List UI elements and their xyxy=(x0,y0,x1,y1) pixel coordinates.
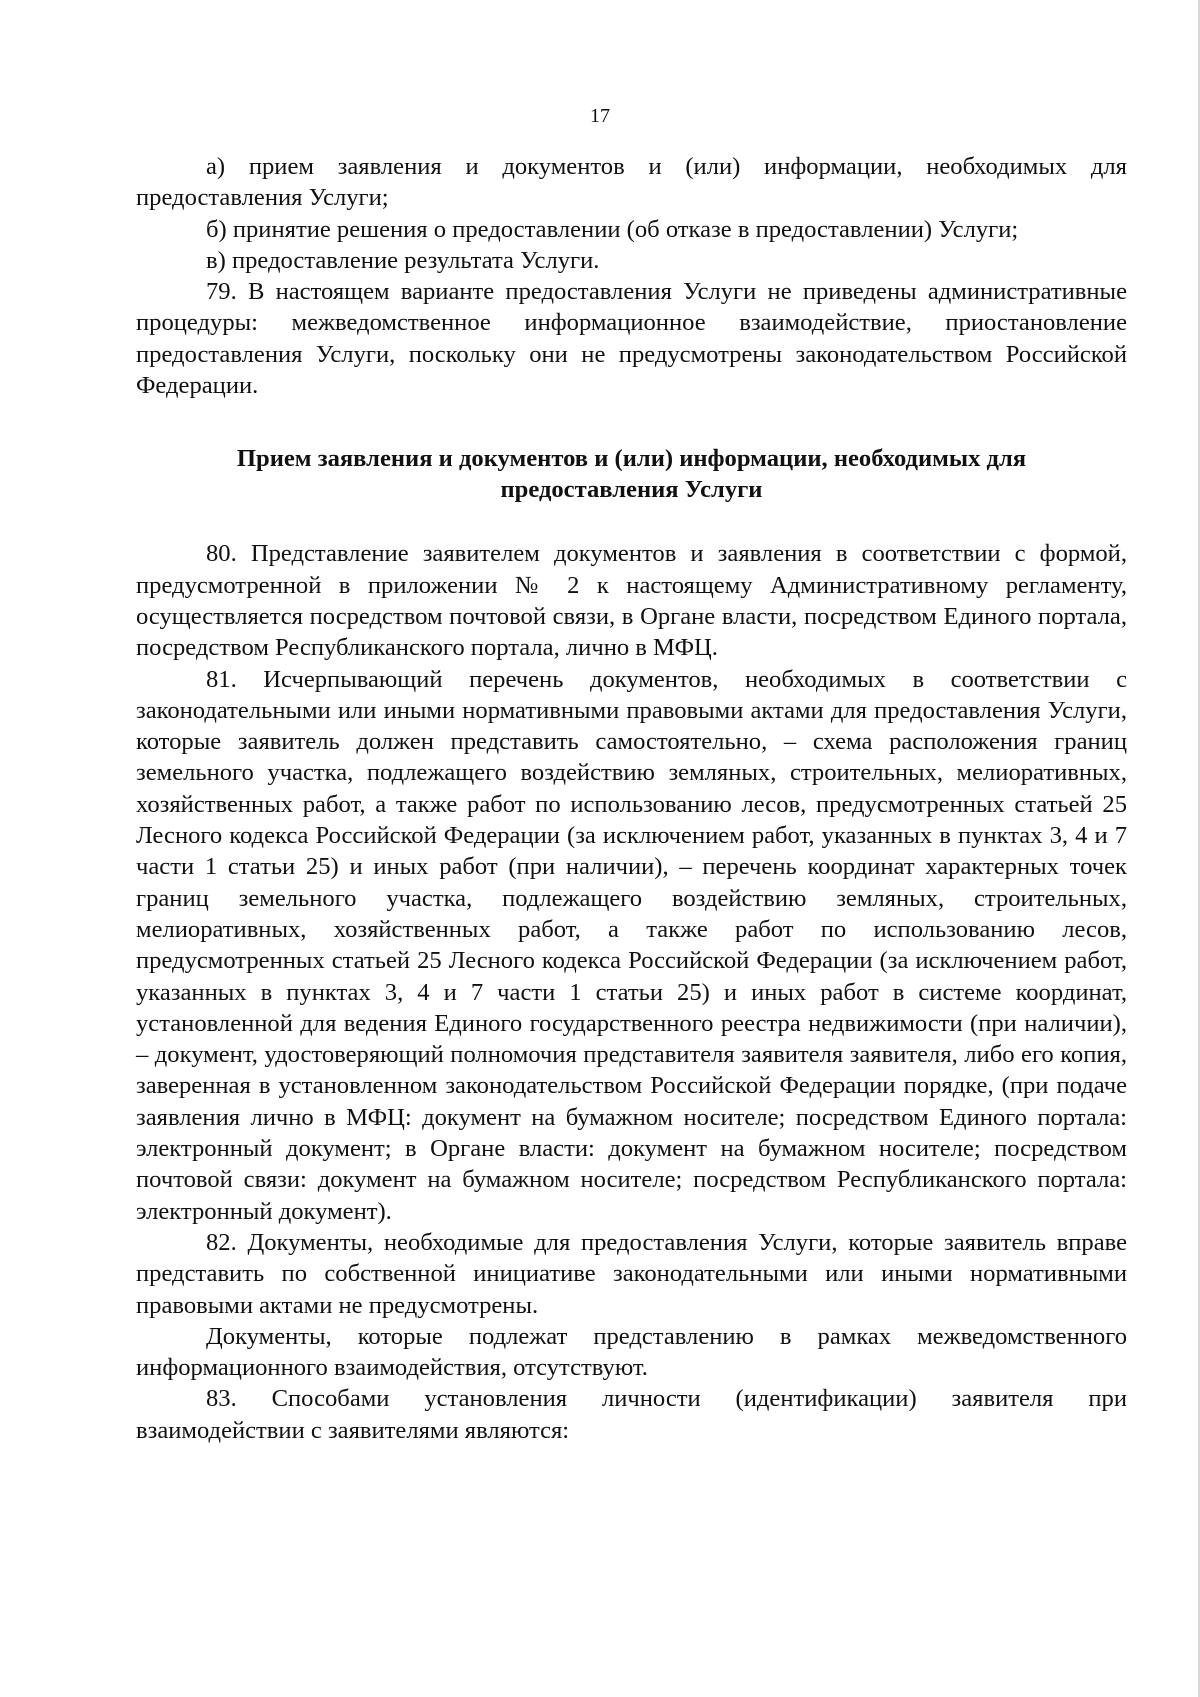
paragraph-82: 82. Документы, необходимые для предоставления Услуги, которые заявитель вправе представить по собственной инициативе законодательными или иными нормативными правовыми актами не предусмотрены. xyxy=(136,1228,1127,1319)
paragraph-stage-b: б) принятие решения о предоставлении (об отказе в предоставлении) Услуги; xyxy=(206,215,1019,243)
paragraph-80: 80. Представление заявителем документов и заявления в соответствии с формой, предусмотренной в приложении № 2 к настоящему Административному регламенту, осуществляется посредством почтовой связи, в Органе власти, посредством Единого портала, посредством Республиканского портала, лично в МФЦ. xyxy=(136,540,1127,662)
paragraph-stage-c: в) предоставление результата Услуги. xyxy=(206,246,600,274)
paragraph-interagency: Документы, которые подлежат представлению в рамках межведомственного информационного взаимодействия, отсутствуют. xyxy=(136,1322,1127,1382)
section-heading: Прием заявления и документов и (или) информации, необходимых для предоставления Услуги xyxy=(236,445,1027,504)
paragraph-79: 79. В настоящем варианте предоставления Услуги не приведены административные процедуры: межведомственное информационное взаимодействие, приостановление предоставления Услуги, поскольку они не предусмотрены законодательством Российской Федерации. xyxy=(136,278,1127,400)
document-body xyxy=(136,151,1127,1446)
paragraph-81: 81. Исчерпывающий перечень документов, необходимых в соответствии с законодательными или иными нормативными правовыми актами для предоставления Услуги, которые заявитель должен представить самостоятельно, – схема расположения границ земельного участка, подлежащего воздействию земляных, строительных, мелиоративных, хозяйственных работ, а также работ по использованию лесов, предусмотренных статьей 25 Лесного кодекса Российской Федерации (за исключением работ, указанных в пунктах 3, 4 и 7 части 1 статьи 25) и иных работ (при наличии), – перечень координат характерных точек границ земельного участка, подлежащего воздействию земляных, строительных, мелиоративных, хозяйственных работ, а также работ по использованию лесов, предусмотренных статьей 25 Лесного кодекса Российской Федерации (за исключением работ, указанных в пунктах 3, 4 и 7 части 1 статьи 25) и иных работ в системе координат, установленной для ведения Единого государственного реестра недвижимости (при наличии), – документ, удостоверяющий полномочия представителя заявителя заявителя, либо его копия, заверенная в установленном законодательством Российской Федерации порядке, (при подаче заявления лично в МФЦ: документ на бумажном носителе; посредством Единого портала: электронный документ; в Органе власти: документ на бумажном носителе; посредством почтовой связи: документ на бумажном носителе; посредством Республиканского портала: электронный документ). xyxy=(136,665,1127,1225)
page-number: 17 xyxy=(590,105,610,127)
paragraph-83: 83. Способами установления личности (идентификации) заявителя при взаимодействии с заявителями являются: xyxy=(136,1385,1127,1444)
paragraph-stage-a: а) прием заявления и документов и (или) информации, необходимых для предоставления Услуги; xyxy=(136,153,1127,212)
